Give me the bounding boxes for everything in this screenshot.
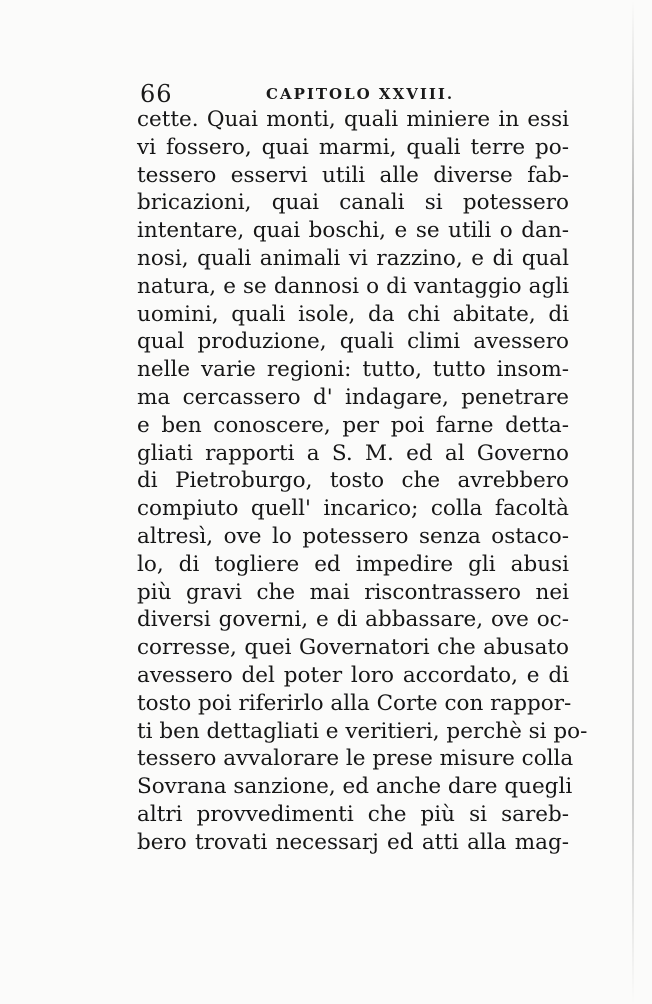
text-line: uomini, quali isole, da chi abitate, di <box>137 301 569 327</box>
text-line: più gravi che mai riscontrassero nei <box>137 579 569 605</box>
page-edge-shadow <box>632 0 634 1004</box>
chapter-title: CAPITOLO XXVIII. <box>266 85 455 103</box>
text-line: tosto poi riferirlo alla Corte con rappor- <box>137 690 572 716</box>
text-line: compiuto quell' incarico; colla facoltà <box>137 496 569 522</box>
text-line: vi fossero, quai marmi, quali terre po- <box>137 134 569 160</box>
text-line: altresì, ove lo potessero senza ostaco- <box>137 523 569 549</box>
text-line: intentare, quai boschi, e se utili o dan- <box>137 218 569 244</box>
text-line: gliati rapporti a S. M. ed al Governo <box>137 440 569 466</box>
text-line: bero trovati necessarj ed atti alla mag- <box>137 829 569 855</box>
text-line: tessero avvalorare le prese misure colla <box>137 746 574 772</box>
text-line: qual produzione, quali climi avessero <box>137 329 569 355</box>
text-line: tessero esservi utili alle diverse fab- <box>137 162 569 188</box>
text-line: corresse, quei Governatori che abusato <box>137 635 569 661</box>
text-line: Sovrana sanzione, ed anche dare quegli <box>137 774 573 800</box>
text-line: avessero del poter loro accordato, e di <box>137 662 569 688</box>
text-line: e ben conoscere, per poi farne detta- <box>137 412 569 438</box>
text-line: ti ben dettagliati e veritieri, perchè si po- <box>137 718 588 744</box>
text-line: natura, e se dannosi o di vantaggio agli <box>137 273 569 299</box>
text-line: diversi governi, e di abbassare, ove oc- <box>137 607 569 633</box>
text-line: lo, di togliere ed impedire gli abusi <box>137 551 569 577</box>
text-line: cette. Quai monti, quali miniere in essi <box>137 107 569 132</box>
text-line: bricazioni, quai canali si potessero <box>137 190 569 216</box>
body-text <box>137 106 588 857</box>
text-line: altri provvedimenti che più si sareb- <box>137 801 569 827</box>
text-line: ma cercassero d' indagare, penetrare <box>137 384 569 410</box>
text-line: nosi, quali animali vi razzino, e di qual <box>137 245 569 271</box>
text-line: nelle varie regioni: tutto, tutto insom- <box>137 357 569 383</box>
text-line: di Pietroburgo, tosto che avrebbero <box>137 468 569 494</box>
page-number: 66 <box>140 80 173 108</box>
